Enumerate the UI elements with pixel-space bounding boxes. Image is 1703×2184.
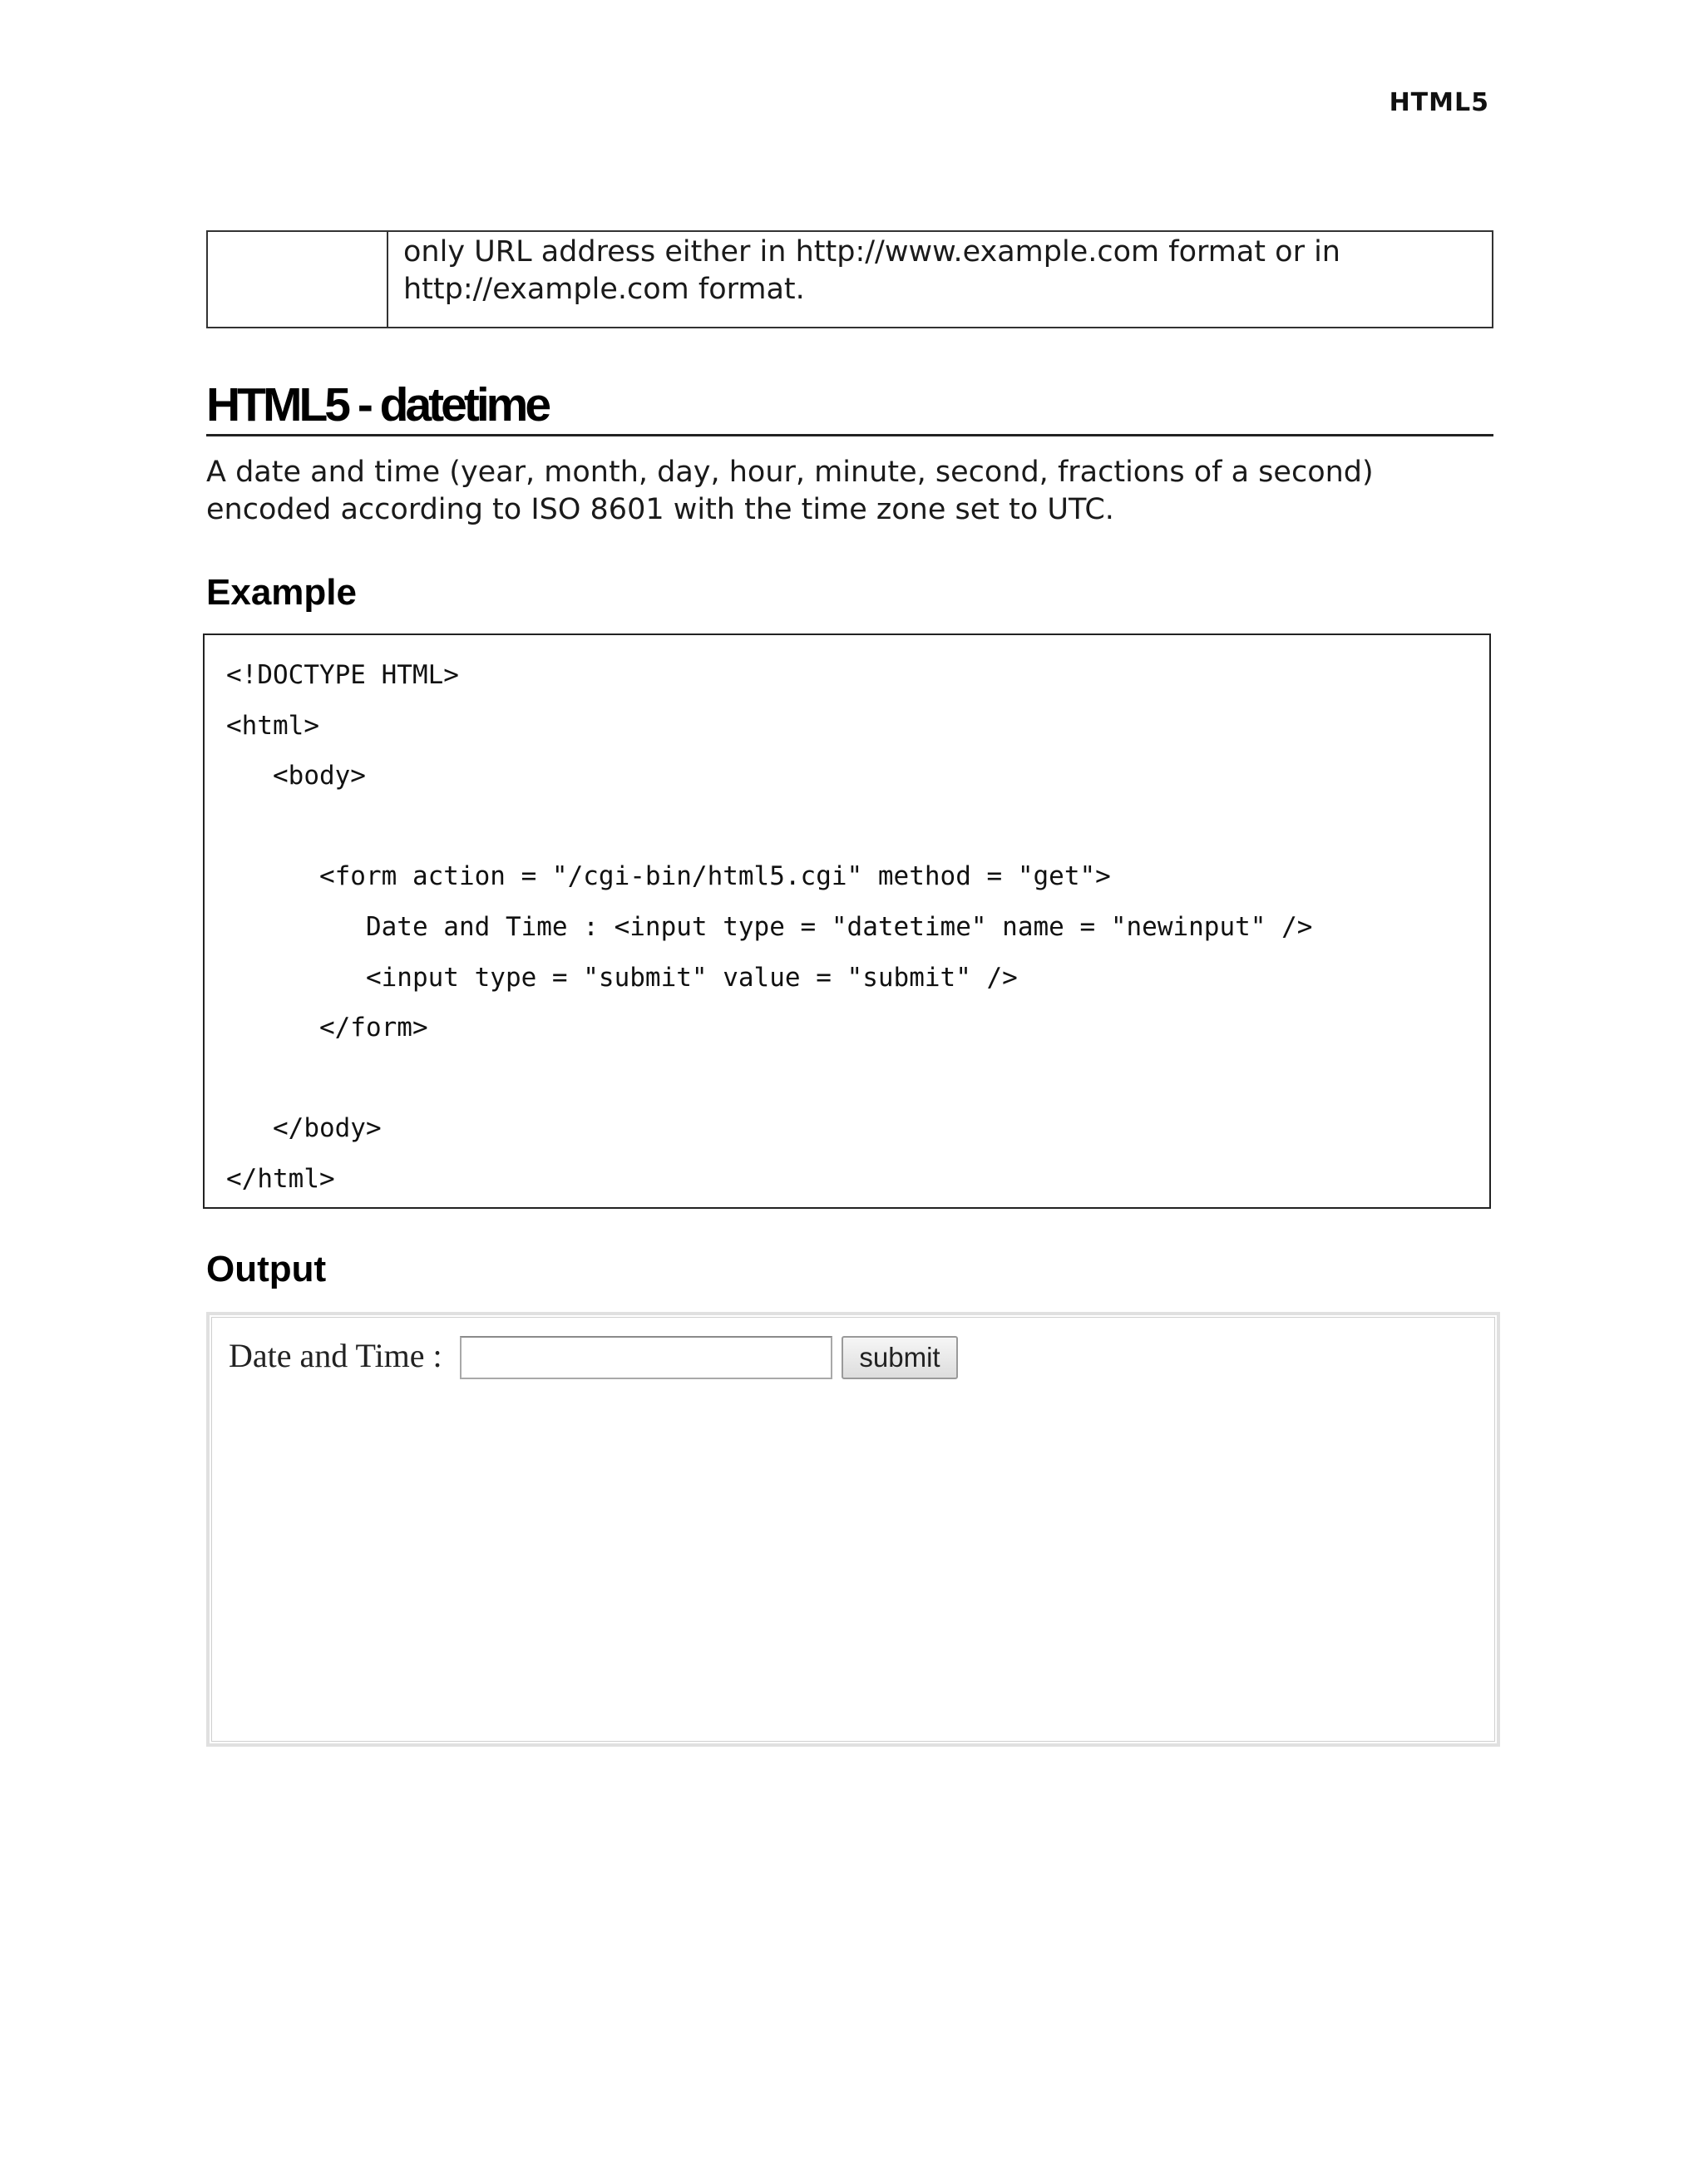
code-line: <input type = "submit" value = "submit" />	[226, 962, 1018, 993]
table-cell-text: only URL address either in http://www.example.com format or in http://example.com format.	[403, 235, 1340, 306]
datetime-input[interactable]	[460, 1336, 832, 1379]
output-preview-frame	[206, 1312, 1500, 1747]
output-preview-body	[211, 1317, 1495, 1742]
code-line: Date and Time : <input type = "datetime" name = "newinput" />	[226, 911, 1313, 942]
section-title: HTML5 - datetime	[206, 376, 1493, 436]
code-line: </html>	[226, 1163, 335, 1194]
code-line	[226, 1053, 1468, 1104]
datetime-label: Date and Time :	[229, 1337, 442, 1374]
code-line: <!DOCTYPE HTML>	[226, 660, 459, 690]
code-line: <body>	[226, 761, 366, 791]
code-line	[226, 801, 1468, 852]
code-line: <html>	[226, 710, 319, 741]
example-heading: Example	[206, 572, 357, 613]
page-header: HTML5	[1389, 88, 1489, 117]
code-line: </body>	[226, 1113, 382, 1144]
output-heading: Output	[206, 1249, 327, 1289]
table-cell-empty	[208, 232, 388, 327]
code-line: <form action = "/cgi-bin/html5.cgi" method = "get">	[226, 861, 1111, 892]
table-continuation	[206, 230, 1493, 328]
code-block	[203, 634, 1491, 1209]
submit-button[interactable]: submit	[842, 1336, 958, 1379]
section-description: A date and time (year, month, day, hour, minute, second, fractions of a second) encoded according to ISO 8601 with the time zone set to UTC.	[206, 456, 1374, 526]
code-line: </form>	[226, 1013, 428, 1043]
